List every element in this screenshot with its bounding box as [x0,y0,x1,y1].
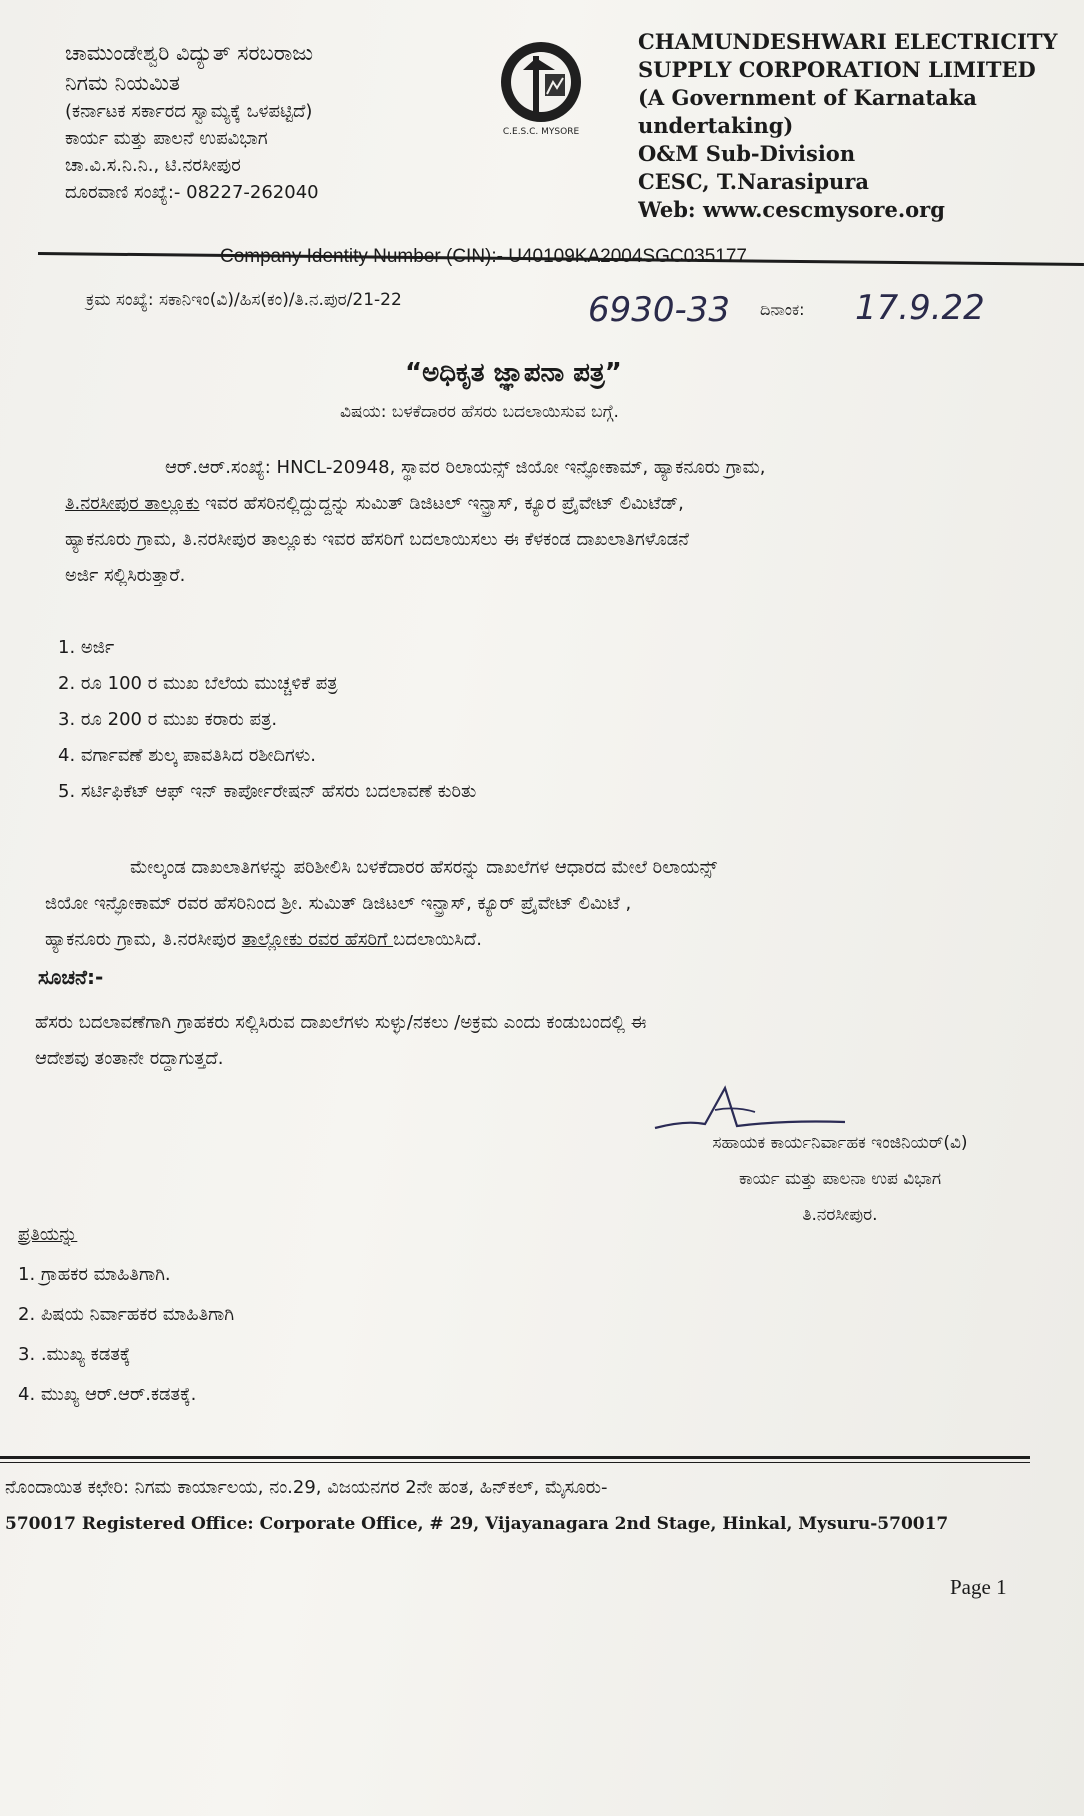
signatory-line-1: ಸಹಾಯಕ ಕಾರ್ಯನಿರ್ವಾಹಕ ಇಂಜಿನಿಯರ್(ವಿ) [712,1133,968,1153]
p1-line-1: ಆರ್.ಆರ್.ಸಂಖ್ಯೆ: HNCL-20948, ಸ್ಥಾವರ ರಿಲಾಯನ್ಸ್ ಜಿಯೋ ಇನ್ಫೋಕಾಮ್, ಹ್ಯಾಕನೂರು ಗ್ರಾಮ, [165,457,766,478]
p1-line-4: ಅರ್ಜಿ ಸಲ್ಲಿಸಿರುತ್ತಾರೆ. [65,565,186,586]
header-kn-line-2: ನಿಗಮ ನಿಯಮಿತ [65,71,181,95]
note-body [35,1005,1025,1077]
header-kn-line-1: ಚಾಮುಂಡೇಶ್ವರಿ ವಿದ್ಯುತ್ ಸರಬರಾಜು [65,41,314,65]
date-value: 17.9.22 [855,288,985,328]
footer-line-1: ನೊಂದಾಯಿತ ಕಛೇರಿ: ನಿಗಮ ಕಾರ್ಯಾಲಯ, ನಂ.29, ವಿಜಯನಗರ 2ನೇ ಹಂತ, ಹಿನ್‌ಕಲ್, ಮೈಸೂರು- [5,1477,608,1498]
paragraph-1 [65,450,1025,594]
p2-line-1: ಮೇಲ್ಕಂಡ ದಾಖಲಾತಿಗಳನ್ನು ಪರಿಶೀಲಿಸಿ ಬಳಕೆದಾರರ ಹೆಸರನ್ನು ದಾಖಲೆಗಳ ಆಧಾರದ ಮೇಲೆ ರಿಲಾಯನ್ಸ್ [130,857,718,878]
header-en-line-3: (A Government of Karnataka [638,85,977,110]
header-en-line-1: CHAMUNDESHWARI ELECTRICITY [638,29,1058,54]
p1-line-3: ಹ್ಯಾಕನೂರು ಗ್ರಾಮ, ತಿ.ನರಸೀಪುರ ತಾಲ್ಲೂಕು ಇವರ ಹೆಸರಿಗೆ ಬದಲಾಯಿಸಲು ಈ ಕೆಳಕಂಡ ದಾಖಲಾತಿಗಳೊಡನೆ [65,529,689,550]
list-item: 1. ಗ್ರಾಹಕರ ಮಾಹಿತಿಗಾಗಿ. [18,1264,171,1285]
date-label: ದಿನಾಂಕ: [760,300,805,319]
signatory-block [640,1125,1040,1233]
signatory-line-3: ತಿ.ನರಸೀಪುರ. [802,1205,878,1225]
header-en-line-2: SUPPLY CORPORATION LIMITED [638,57,1036,82]
reference-number: 6930-33 [588,290,731,330]
reference-label: ಕ್ರಮ ಸಂಖ್ಯೆ: ಸಕಾನಿಇಂ(ವಿ)/ಹಿಸ(ಕಂ)/ತಿ.ನ.ಪುರ/21-22 [86,290,402,310]
copies-list [18,1215,234,1415]
p2-line-3 [45,922,1035,958]
note-heading: ಸೂಚನೆ:- [38,965,104,989]
logo-text: C.E.S.C. MYSORE [502,127,580,137]
list-item: 2. ಪಿಷಯ ನಿರ್ವಾಹಕರ ಮಾಹಿತಿಗಾಗಿ [18,1304,235,1325]
signatory-line-2: ಕಾರ್ಯ ಮತ್ತು ಪಾಲನಾ ಉಪ ವಿಭಾಗ [738,1169,942,1189]
paragraph-2 [45,850,1035,958]
footer-line-2: 570017 Registered Office: Corporate Office, # 29, Vijayanagara 2nd Stage, Hinkal, Mysuru-570017 [5,1514,949,1534]
header-en-line-4: undertaking) [638,113,794,138]
copies-heading: ಪ್ರತಿಯನ್ನು [18,1224,78,1245]
header-en-line-7: Web: www.cescmysore.org [638,197,945,222]
list-item: 1. ಅರ್ಜಿ [58,637,115,658]
list-item: 4. ಮುಖ್ಯ ಆರ್.ಆರ್.ಕಡತಕ್ಕೆ. [18,1384,197,1405]
footer-divider [0,1456,1030,1459]
p1-underlined-taluk: ತಿ.ನರಸೀಪುರ ತಾಲ್ಲೂಕು [65,493,200,514]
page-number: Page 1 [950,1575,1007,1599]
header-en-line-5: O&M Sub-Division [638,141,856,166]
list-item: 2. ರೂ 100 ರ ಮುಖ ಬೆಲೆಯ ಮುಚ್ಚಳಿಕೆ ಪತ್ರ [58,673,338,694]
cin-number: Company Identity Number (CIN):- U40109KA2004SGC035177 [220,246,747,267]
header-kn-line-3: (ಕರ್ನಾಟಕ ಸರ್ಕಾರದ ಸ್ವಾಮ್ಯಕ್ಕೆ ಒಳಪಟ್ಟಿದೆ) [65,101,313,122]
footer [5,1470,948,1542]
p2-line-3-end: ಬದಲಾಯಿಸಿದೆ. [393,929,482,950]
list-item: 3. .ಮುಖ್ಯ ಕಡತಕ್ಕೆ [18,1344,131,1365]
footer-divider-thin [0,1462,1030,1463]
p1-line-2 [65,486,1025,522]
header-kn-line-4: ಕಾರ್ಯ ಮತ್ತು ಪಾಲನೆ ಉಪವಿಭಾಗ [65,128,268,149]
note-line-1: ಹೆಸರು ಬದಲಾವಣೆಗಾಗಿ ಗ್ರಾಹಕರು ಸಲ್ಲಿಸಿರುವ ದಾಖಲೆಗಳು ಸುಳ್ಳು/ನಕಲು /ಅಕ್ರಮ ಎಂದು ಕಂಡುಬಂದಲ್ಲಿ ಈ [35,1012,647,1033]
documents-list [58,630,476,810]
header-kn-line-5: ಚಾ.ವಿ.ಸ.ನಿ.ನಿ., ಟಿ.ನರಸೀಪುರ [65,155,241,176]
header-kn-line-6: ದೂರವಾಣಿ ಸಂಖ್ಯೆ:- 08227-262040 [65,182,319,203]
p2-line-2: ಜಿಯೋ ಇನ್ಫೋಕಾಮ್ ರವರ ಹೆಸರಿನಿಂದ ಶ್ರೀ. ಸುಮಿತ್ ಡಿಜಿಟಲ್ ಇನ್ಫ್ರಾಸ್, ಕ್ಯೂರ್ ಪ್ರೈವೇಟ್ ಲಿಮಿಟೆ , [45,893,632,914]
p2-underlined-name: ತಾಲ್ಲೋಕು ರವರ ಹೆಸರಿಗೆ [241,929,394,950]
note-line-2: ಆದೇಶವು ತಂತಾನೇ ರದ್ದಾಗುತ್ತದೆ. [35,1048,224,1069]
header-kannada [65,38,495,206]
list-item: 5. ಸರ್ಟಿಫಿಕೆಟ್ ಆಫ್ ಇನ್ ಕಾರ್ಪೋರೇಷನ್ ಹೆಸರು ಬದಲಾವಣೆ ಕುರಿತು [58,781,477,802]
document-title: “ಅಧಿಕೃತ ಜ್ಞಾಪನಾ ಪತ್ರ” [405,358,622,388]
header-english [638,28,1084,224]
list-item: 3. ರೂ 200 ರ ಮುಖ ಕರಾರು ಪತ್ರ. [58,709,278,730]
subject-line: ವಿಷಯ: ಬಳಕೆದಾರರ ಹೆಸರು ಬದಲಾಯಿಸುವ ಬಗ್ಗೆ. [340,402,619,422]
list-item: 4. ವರ್ಗಾವಣೆ ಶುಲ್ಕ ಪಾವತಿಸಿದ ರಶೀದಿಗಳು. [58,745,316,766]
p1-line-2-rest: ಇವರ ಹೆಸರಿನಲ್ಲಿದ್ದುದ್ದನ್ನು ಸುಮಿತ್ ಡಿಜಿಟಲ್ ಇನ್ಫ್ರಾಸ್, ಕ್ಯೂರ ಪ್ರೈವೇಟ್ ಲಿಮಿಟೆಡ್, [199,493,684,514]
cesc-logo-icon [493,30,593,140]
p2-line-3-start: ಹ್ಯಾಕನೂರು ಗ್ರಾಮ, ತಿ.ನರಸೀಪುರ [45,929,242,950]
cesc-logo [493,30,593,140]
header-en-line-6: CESC, T.Narasipura [638,169,869,194]
